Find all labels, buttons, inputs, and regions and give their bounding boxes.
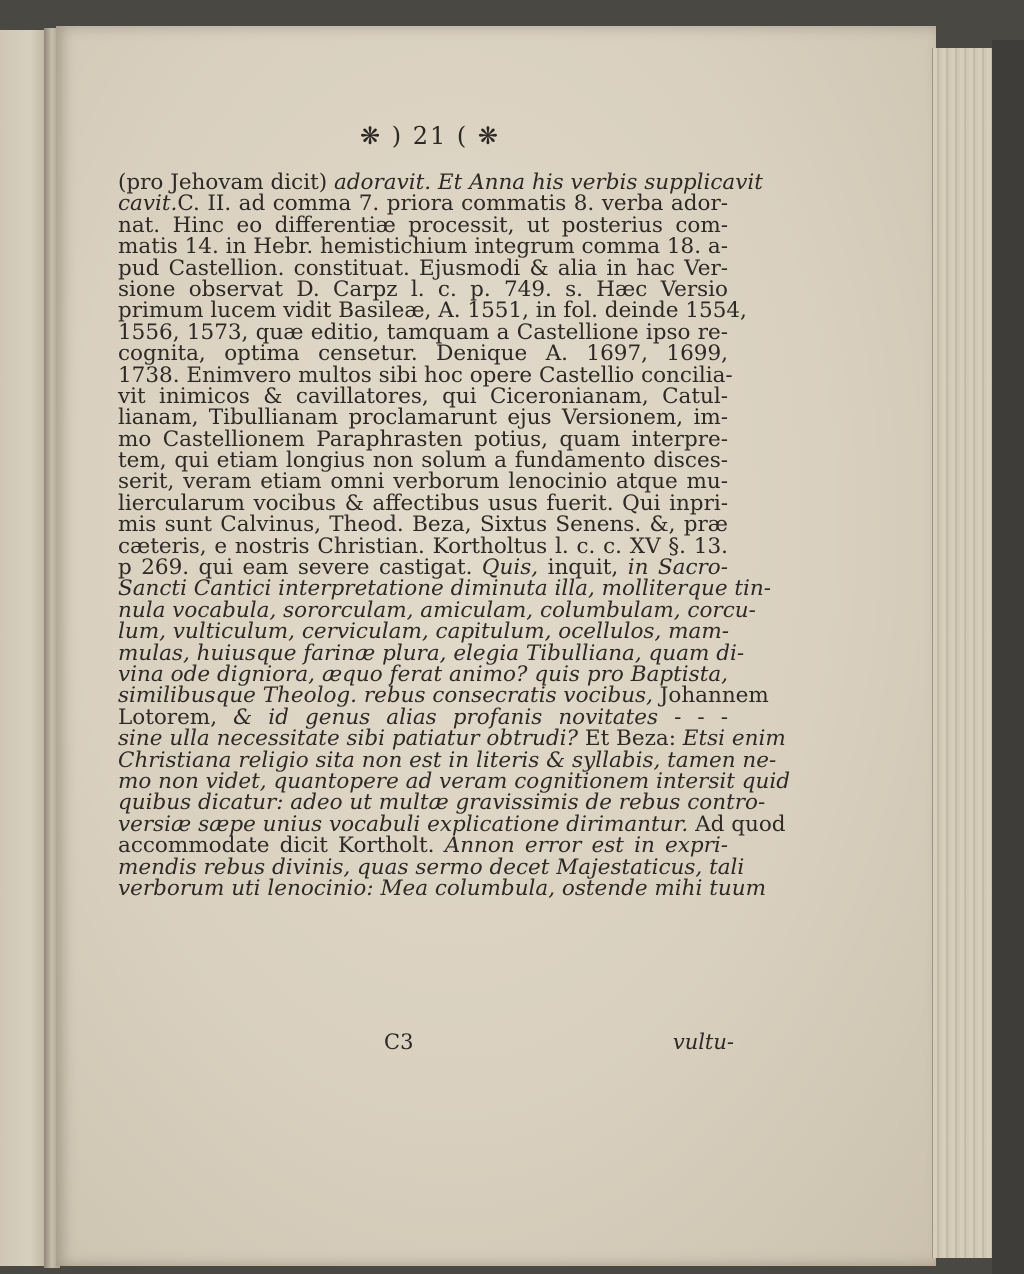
text-segment: mis sunt Calvinus, Theod. Beza, Sixtus Senens. &, præ <box>118 512 728 538</box>
text-line <box>118 212 728 238</box>
page-footer <box>118 1030 734 1056</box>
text-segment: pud Castellion. constituat. Ejusmodi & alia in hac Ver- <box>118 255 728 281</box>
text-segment: nat. Hinc eo differentiæ processit, ut posterius com- <box>118 212 728 238</box>
text-line <box>118 533 728 559</box>
italic-segment: mendis rebus divinis, quas sermo decet Majestaticus, tali <box>118 854 745 880</box>
book-cover-edge <box>992 40 1024 1274</box>
text-line <box>118 854 745 880</box>
text-line <box>118 576 772 602</box>
signature-mark: C3 <box>384 1030 414 1054</box>
italic-segment: sine ulla necessitate sibi patiatur obtrudi? <box>118 726 579 752</box>
text-line <box>118 341 728 367</box>
text-segment: mo Castellionem Paraphrasten potius, quam interpre- <box>118 426 728 452</box>
text-segment: 1556, 1573, quæ editio, tamquam a Castellione ipso re- <box>118 319 728 345</box>
italic-segment: verborum uti lenocinio: Mea columbula, ostende mihi tuum <box>118 875 766 901</box>
text-segment: accommodate dicit Kortholt. <box>118 833 445 859</box>
italic-segment: mulas, huiusque farinæ plura, elegia Tibulliana, quam di- <box>118 640 745 666</box>
catchword: vultu- <box>672 1030 734 1054</box>
text-line <box>118 405 728 431</box>
text-segment: Et Beza: <box>578 726 683 752</box>
text-line <box>118 298 747 324</box>
italic-segment: vina ode digniora, æquo ferat animo? quis pro Baptista, <box>118 661 728 687</box>
text-segment: vit inimicos & cavillatores, qui Ciceronianam, Catul- <box>118 383 728 409</box>
text-segment: tem, qui etiam longius non solum a fundamento disces- <box>118 448 728 474</box>
text-line <box>118 768 790 794</box>
text-line <box>118 490 728 516</box>
text-segment: inquit, <box>538 555 628 581</box>
text-segment: cognita, optima censetur. Denique A. 1697, 1699, <box>118 341 728 367</box>
text-segment: serit, veram etiam omni verborum lenocinio atque mu- <box>118 469 728 495</box>
text-segment: - - - <box>658 704 728 730</box>
italic-segment: adoravit. <box>333 170 432 195</box>
text-line <box>118 640 745 666</box>
text-segment: Ad quod <box>688 811 786 837</box>
text-line <box>118 362 733 388</box>
text-line <box>118 619 729 645</box>
text-segment: C. II. ad comma 7. priora commatis 8. verba ador- <box>177 191 728 217</box>
italic-segment: Quis, <box>481 555 539 581</box>
text-line <box>118 170 763 195</box>
italic-segment: Sancti Cantici interpretatione diminuta illa, molliterque tin- <box>118 576 772 602</box>
italic-segment: Et Anna his verbis supplicavit <box>437 170 763 195</box>
text-line <box>118 790 766 816</box>
italic-segment: & id genus alias profanis novitates <box>233 704 659 730</box>
page-header: ❋ ) 21 ( ❋ <box>360 122 500 150</box>
text-line <box>118 683 769 709</box>
text-line <box>118 811 786 837</box>
text-line <box>118 276 728 302</box>
italic-segment: Annon error est in expri- <box>444 833 728 859</box>
text-line <box>118 191 728 217</box>
left-page-edge <box>0 30 50 1266</box>
italic-segment: in Sacro- <box>627 555 728 581</box>
italic-segment: Christiana religio sita non est in literis & syllabis, tamen ne- <box>118 747 777 773</box>
text-line <box>118 875 766 901</box>
text-line <box>118 383 728 409</box>
text-line <box>118 448 728 474</box>
body-text <box>118 170 790 901</box>
text-segment: sione observat D. Carpz l. c. p. 749. s. Hæc Versio <box>118 276 728 302</box>
text-segment: lianam, Tibullianam proclamarunt ejus Versionem, im- <box>118 405 728 431</box>
italic-segment: Etsi enim <box>682 726 786 752</box>
text-segment: matis 14. in Hebr. hemistichium integrum comma 18. a- <box>118 234 728 260</box>
text-line <box>118 234 728 260</box>
text-line <box>118 469 728 495</box>
text-line <box>118 319 728 345</box>
text-segment: liercularum vocibus & affectibus usus fuerit. Qui inpri- <box>118 490 728 516</box>
text-line <box>118 512 728 538</box>
text-segment: (pro Jehovam dicit) <box>118 170 334 195</box>
text-line <box>118 661 728 687</box>
text-segment: primum lucem vidit Basileæ, A. 1551, in fol. deinde 1554, <box>118 298 747 324</box>
text-segment: Lotorem, <box>118 704 234 730</box>
italic-segment: versiæ sæpe unius vocabuli explicatione dirimantur. <box>118 811 689 837</box>
text-segment: Johannem <box>652 683 769 709</box>
italic-segment: lum, vulticulum, cerviculam, capitulum, ocellulos, mam- <box>118 619 729 645</box>
text-line <box>118 426 728 452</box>
italic-segment: cavit. <box>118 191 178 217</box>
italic-segment: nula vocabula, sororculam, amiculam, columbulam, corcu- <box>118 597 756 623</box>
text-line <box>118 726 786 752</box>
text-line <box>118 597 756 623</box>
text-line <box>118 704 728 730</box>
italic-segment: mo non videt, quantopere ad veram cognitionem intersit quid <box>118 768 790 794</box>
text-line <box>118 255 728 281</box>
text-segment: cæteris, e nostris Christian. Kortholtus l. c. c. XV §. 13. <box>118 533 728 559</box>
text-segment: 1738. Enimvero multos sibi hoc opere Castellio concilia- <box>118 362 733 388</box>
page-edges <box>932 48 993 1258</box>
text-line <box>118 555 728 581</box>
text-line <box>118 833 728 859</box>
italic-segment: quibus dicatur: adeo ut multæ gravissimis de rebus contro- <box>118 790 766 816</box>
text-line <box>118 747 777 773</box>
italic-segment: similibusque Theolog. rebus consecratis vocibus, <box>118 683 653 709</box>
text-segment: p 269. qui eam severe castigat. <box>118 555 482 581</box>
